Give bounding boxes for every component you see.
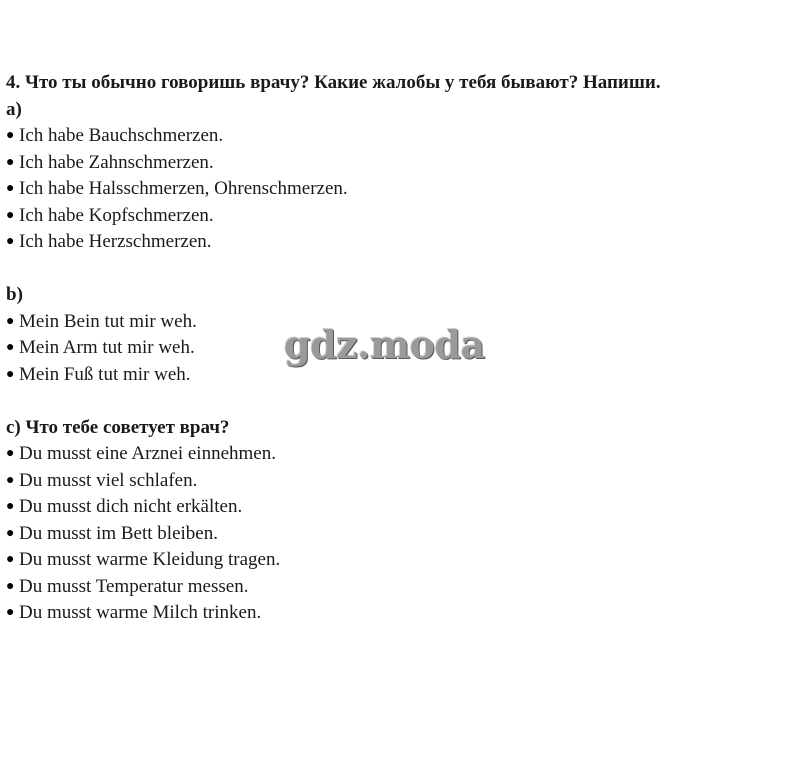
bullet-icon: ● [6, 472, 15, 488]
bullet-icon: ● [6, 313, 15, 329]
list-item [6, 229, 796, 256]
bullet-icon: ● [6, 446, 15, 461]
list-item-text: Du musst im Bett bleiben. [19, 522, 218, 544]
list-item-text: Du musst viel schlafen. [19, 469, 198, 491]
section-c-label: c) Что тебе советует врач? [6, 416, 230, 438]
list-item [6, 203, 796, 230]
section-a-label: a) [6, 98, 22, 120]
list-item [6, 441, 796, 468]
list-item [6, 574, 796, 601]
list-item-text: Mein Bein tut mir weh. [19, 310, 197, 332]
list-item [6, 547, 796, 574]
list-item [6, 468, 796, 495]
bullet-icon: ● [6, 207, 15, 223]
section-c-list [6, 441, 796, 627]
list-item-text: Ich habe Kopfschmerzen. [19, 204, 214, 226]
bullet-icon: ● [6, 499, 15, 514]
bullet-icon: ● [6, 234, 15, 249]
bullet-icon: ● [6, 578, 15, 594]
list-item-text: Mein Fuß tut mir weh. [19, 363, 191, 385]
list-item-text: Du musst eine Arznei einnehmen. [19, 443, 276, 464]
list-item [6, 123, 796, 150]
list-item [6, 600, 796, 627]
list-item-text: Ich habe Bauchschmerzen. [19, 125, 224, 146]
bullet-icon: ● [6, 605, 15, 620]
list-item-text: Du musst dich nicht erkälten. [19, 496, 243, 517]
list-item-text: Du musst Temperatur messen. [19, 575, 249, 597]
watermark: gdz.moda [284, 322, 485, 367]
list-item-text: Mein Arm tut mir weh. [19, 337, 195, 358]
bullet-icon: ● [6, 181, 15, 196]
list-item-text: Ich habe Zahnschmerzen. [19, 151, 214, 173]
bullet-icon: ● [6, 128, 15, 143]
bullet-icon: ● [6, 154, 15, 170]
bullet-icon: ● [6, 366, 15, 382]
section-b-label: b) [6, 284, 23, 305]
bullet-icon: ● [6, 340, 15, 355]
section-a-list [6, 123, 796, 256]
list-item [6, 176, 796, 203]
list-item [6, 521, 796, 548]
list-item-text: Ich habe Herzschmerzen. [19, 231, 212, 252]
list-item [6, 494, 796, 521]
task-title: 4. Что ты обычно говоришь врачу? Какие жалобы у тебя бывают? Напиши. [6, 72, 661, 93]
list-item-text: Du musst warme Kleidung tragen. [19, 549, 281, 570]
list-item [6, 150, 796, 177]
list-item-text: Ich habe Halsschmerzen, Ohrenschmerzen. [19, 178, 348, 199]
spacer [6, 256, 796, 283]
bullet-icon: ● [6, 525, 15, 541]
bullet-icon: ● [6, 552, 15, 567]
spacer [6, 388, 796, 415]
list-item-text: Du musst warme Milch trinken. [19, 602, 262, 623]
